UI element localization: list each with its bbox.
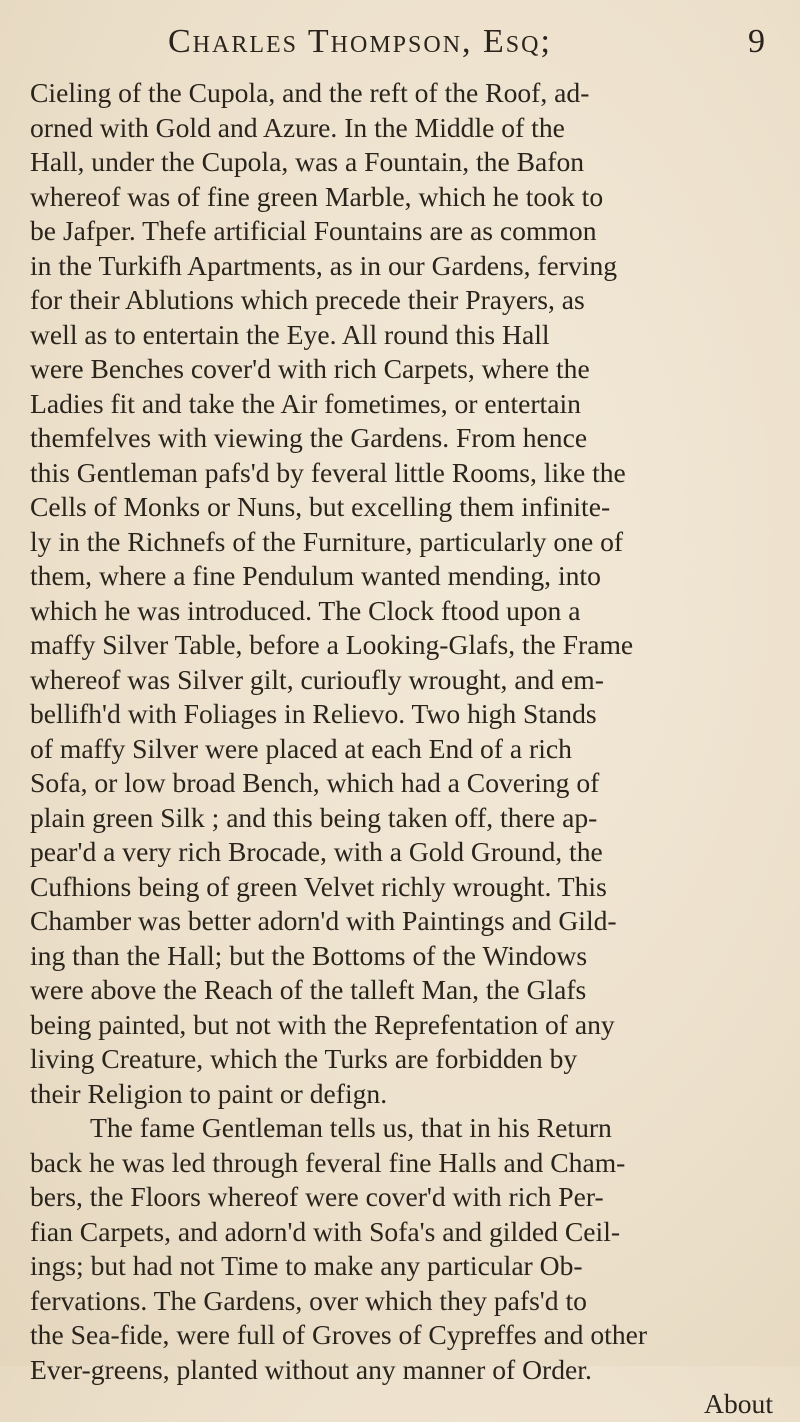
text-line: back he was led through feveral fine Halls and Cham- [30,1146,626,1178]
catchword: About [704,1388,773,1419]
text-line: orned with Gold and Azure. In the Middle of the [30,111,565,143]
text-line: fian Carpets, and adorn'd with Sofa's and gilded Ceil- [30,1215,621,1247]
text-line: ings; but had not Time to make any particular Ob- [30,1250,583,1281]
text-line: maffy Silver Table, before a Looking-Glafs, the Frame [30,629,634,660]
text-line: Cieling of the Cupola, and the reft of the Roof, ad- [30,77,590,108]
text-line: of maffy Silver were placed at each End of a rich [30,732,572,764]
running-head [30,14,785,70]
text-line: Chamber was better adorn'd with Paintings and Gild- [30,905,617,936]
text-line: bellifh'd with Foliages in Relievo. Two high Stands [30,698,597,729]
text-line: ly in the Richnefs of the Furniture, particularly one of [30,525,624,557]
text-line: were above the Reach of the talleft Man, the Glafs [30,974,587,1005]
text-line: whereof was Silver gilt, curioufly wrought, and em- [30,663,604,695]
text-line: Cells of Monks or Nuns, but excelling them infinite- [30,491,611,522]
text-line: Ever-greens, planted without any manner of Order. [30,1353,592,1385]
text-line: plain green Silk ; and this being taken off, there ap- [30,801,598,833]
text-line: their Religion to paint or defign. [30,1077,388,1109]
text-line: themfelves with viewing the Gardens. From hence [30,422,588,453]
text-line: fervations. The Gardens, over which they pafs'd to [30,1284,587,1316]
text-line: ing than the Hall; but the Bottoms of the Windows [30,939,588,971]
paragraph-start-line: The fame Gentleman tells us, that in his Return [90,1112,612,1143]
running-head-title: Charles Thompson, Esq; [168,23,552,60]
text-line: which he was introduced. The Clock ftood upon a [30,594,581,626]
text-line: living Creature, which the Turks are forbidden by [30,1043,578,1074]
book-page [30,14,785,1419]
text-line: pear'd a very rich Brocade, with a Gold Ground, the [30,836,603,867]
text-line: Sofa, or low broad Bench, which had a Covering of [30,767,600,798]
text-line: them, where a fine Pendulum wanted mending, into [30,560,601,591]
text-line: well as to entertain the Eye. All round this Hall [30,318,550,350]
text-line: for their Ablutions which precede their Prayers, as [30,284,585,315]
text-line: whereof was of fine green Marble, which he took to [30,180,604,212]
text-line: Hall, under the Cupola, was a Fountain, the Bafon [30,146,585,177]
text-line: be Jafper. Thefe artificial Fountains are as common [30,215,597,246]
text-line: the Sea-fide, were full of Groves of Cypreffes and other [30,1319,648,1350]
text-line: bers, the Floors whereof were cover'd with rich Per- [30,1181,604,1212]
page-number: 9 [748,23,767,60]
text-line: in the Turkifh Apartments, as in our Gardens, ferving [30,249,618,281]
text-line: this Gentleman pafs'd by feveral little Rooms, like the [30,456,626,488]
text-line: Cufhions being of green Velvet richly wrought. This [30,870,607,902]
text-line: were Benches cover'd with rich Carpets, where the [30,353,590,384]
text-line: being painted, but not with the Reprefentation of any [30,1008,615,1040]
body-text [30,76,785,1422]
text-line: Ladies fit and take the Air fometimes, or entertain [30,387,581,419]
